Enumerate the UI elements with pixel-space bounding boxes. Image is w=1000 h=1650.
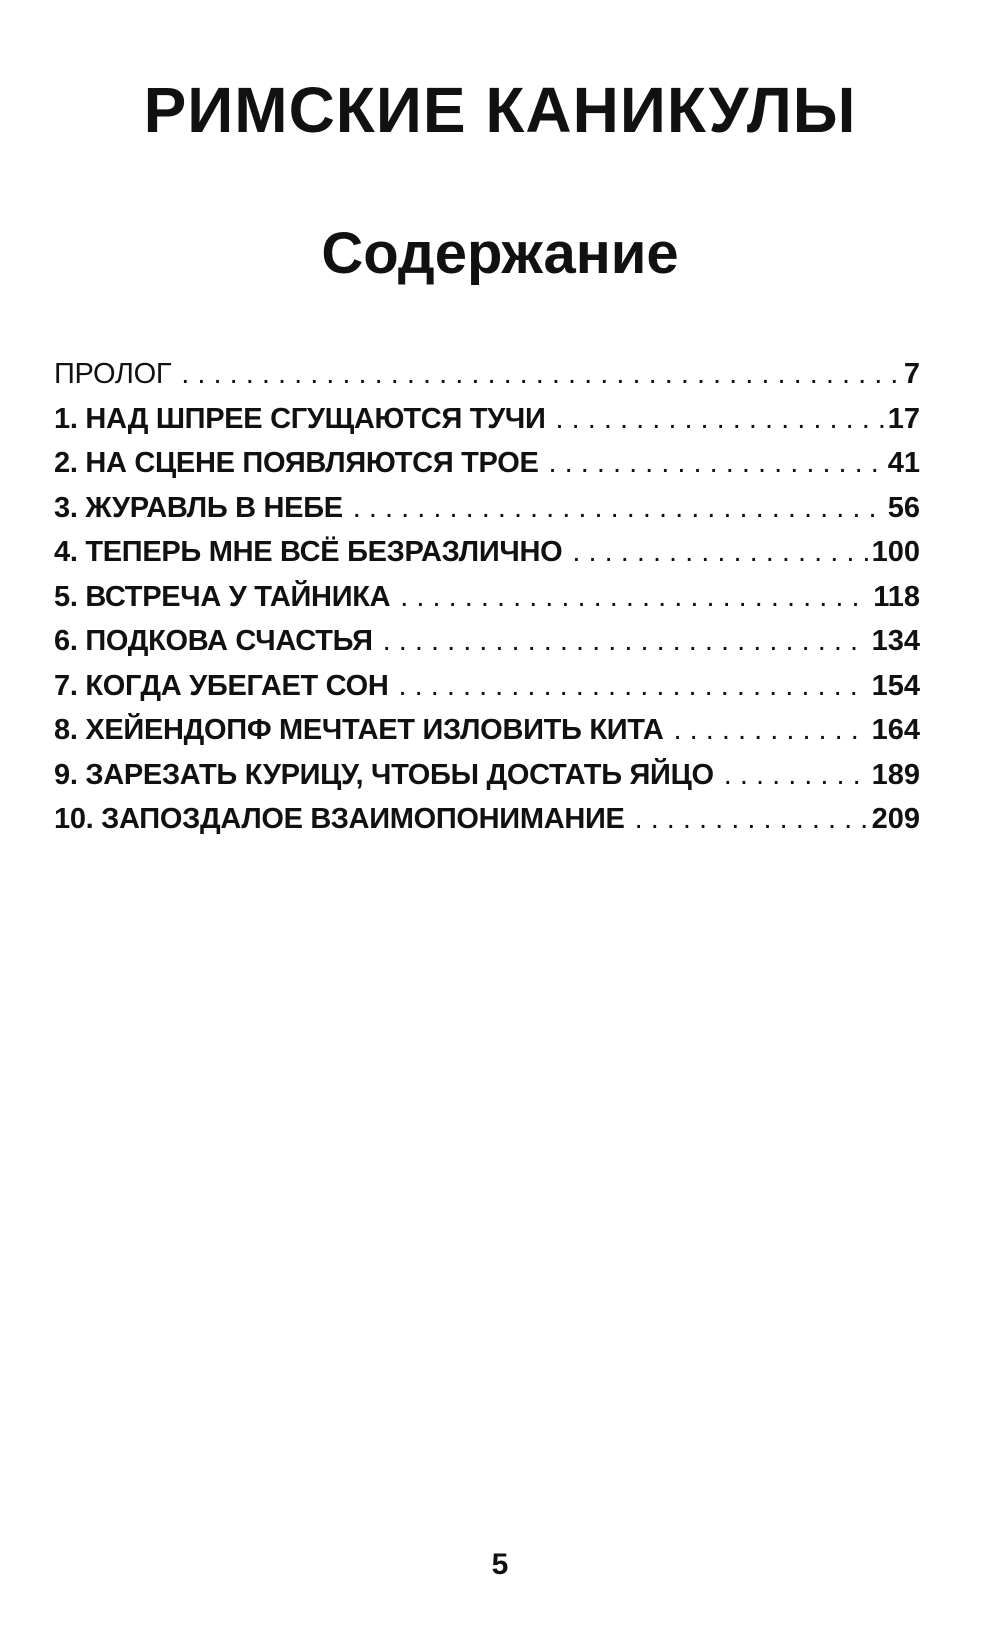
toc-entry-title: 4. ТЕПЕРЬ МНЕ ВСЁ БЕЗРАЗЛИЧНО — [54, 536, 563, 568]
page-number: 5 — [491, 1548, 509, 1581]
toc-entry-chapter-2 — [54, 441, 920, 486]
toc-entry-chapter-9 — [54, 753, 920, 798]
toc-entry-chapter-1 — [54, 397, 920, 442]
dot-leader — [724, 753, 868, 797]
toc-entry-page: 134 — [871, 625, 920, 657]
dot-leader — [674, 708, 868, 752]
toc-entry-chapter-5 — [54, 575, 920, 620]
toc-entry-title: 8. ХЕЙЕНДОПФ МЕЧТАЕТ ИЗЛОВИТЬ КИТА — [54, 714, 664, 746]
toc-entry-title: 7. КОГДА УБЕГАЕТ СОН — [54, 669, 389, 702]
table-of-contents — [54, 352, 920, 842]
dot-leader — [181, 352, 900, 396]
toc-entry-title: 3. ЖУРАВЛЬ В НЕБЕ — [54, 491, 343, 524]
dot-leader — [635, 797, 868, 841]
toc-entry-chapter-3 — [54, 486, 920, 531]
dot-leader — [549, 441, 884, 485]
book-title: РИМСКИЕ КАНИКУЛЫ — [143, 74, 857, 146]
toc-entry-title: ПРОЛОГ — [54, 358, 172, 390]
toc-entry-page: 189 — [871, 758, 920, 791]
toc-entry-chapter-10 — [54, 797, 920, 842]
dot-leader — [572, 530, 867, 574]
toc-entry-page: 209 — [871, 803, 920, 835]
toc-entry-title: 5. ВСТРЕЧА У ТАЙНИКА — [54, 580, 391, 613]
toc-entry-page: 100 — [871, 536, 920, 568]
dot-leader — [399, 664, 868, 708]
toc-entry-page: 17 — [887, 402, 920, 435]
toc-entry-page: 41 — [887, 447, 920, 479]
toc-heading: Содержание — [321, 221, 679, 286]
toc-entry-page: 56 — [887, 491, 920, 524]
toc-entry-title: 1. НАД ШПРЕЕ СГУЩАЮТСЯ ТУЧИ — [54, 402, 546, 435]
dot-leader — [383, 619, 868, 663]
toc-entry-title: 6. ПОДКОВА СЧАСТЬЯ — [54, 625, 373, 657]
toc-entry-title: 9. ЗАРЕЗАТЬ КУРИЦУ, ЧТОБЫ ДОСТАТЬ ЯЙЦО — [54, 758, 714, 791]
dot-leader — [400, 575, 869, 619]
toc-entry-title: 10. ЗАПОЗДАЛОЕ ВЗАИМОПОНИМАНИЕ — [54, 803, 625, 835]
toc-entry-page: 7 — [903, 358, 920, 390]
dot-leader — [353, 486, 884, 530]
toc-entry-chapter-6 — [54, 619, 920, 664]
toc-entry-chapter-8 — [54, 708, 920, 753]
toc-entry-chapter-4 — [54, 530, 920, 575]
toc-entry-page: 164 — [871, 714, 920, 746]
toc-entry-title: 2. НА СЦЕНЕ ПОЯВЛЯЮТСЯ ТРОЕ — [54, 447, 539, 479]
toc-entry-page: 154 — [871, 669, 920, 702]
dot-leader — [556, 397, 884, 441]
toc-entry-prolog — [54, 352, 920, 397]
toc-entry-page: 118 — [873, 580, 920, 613]
toc-entry-chapter-7 — [54, 664, 920, 709]
